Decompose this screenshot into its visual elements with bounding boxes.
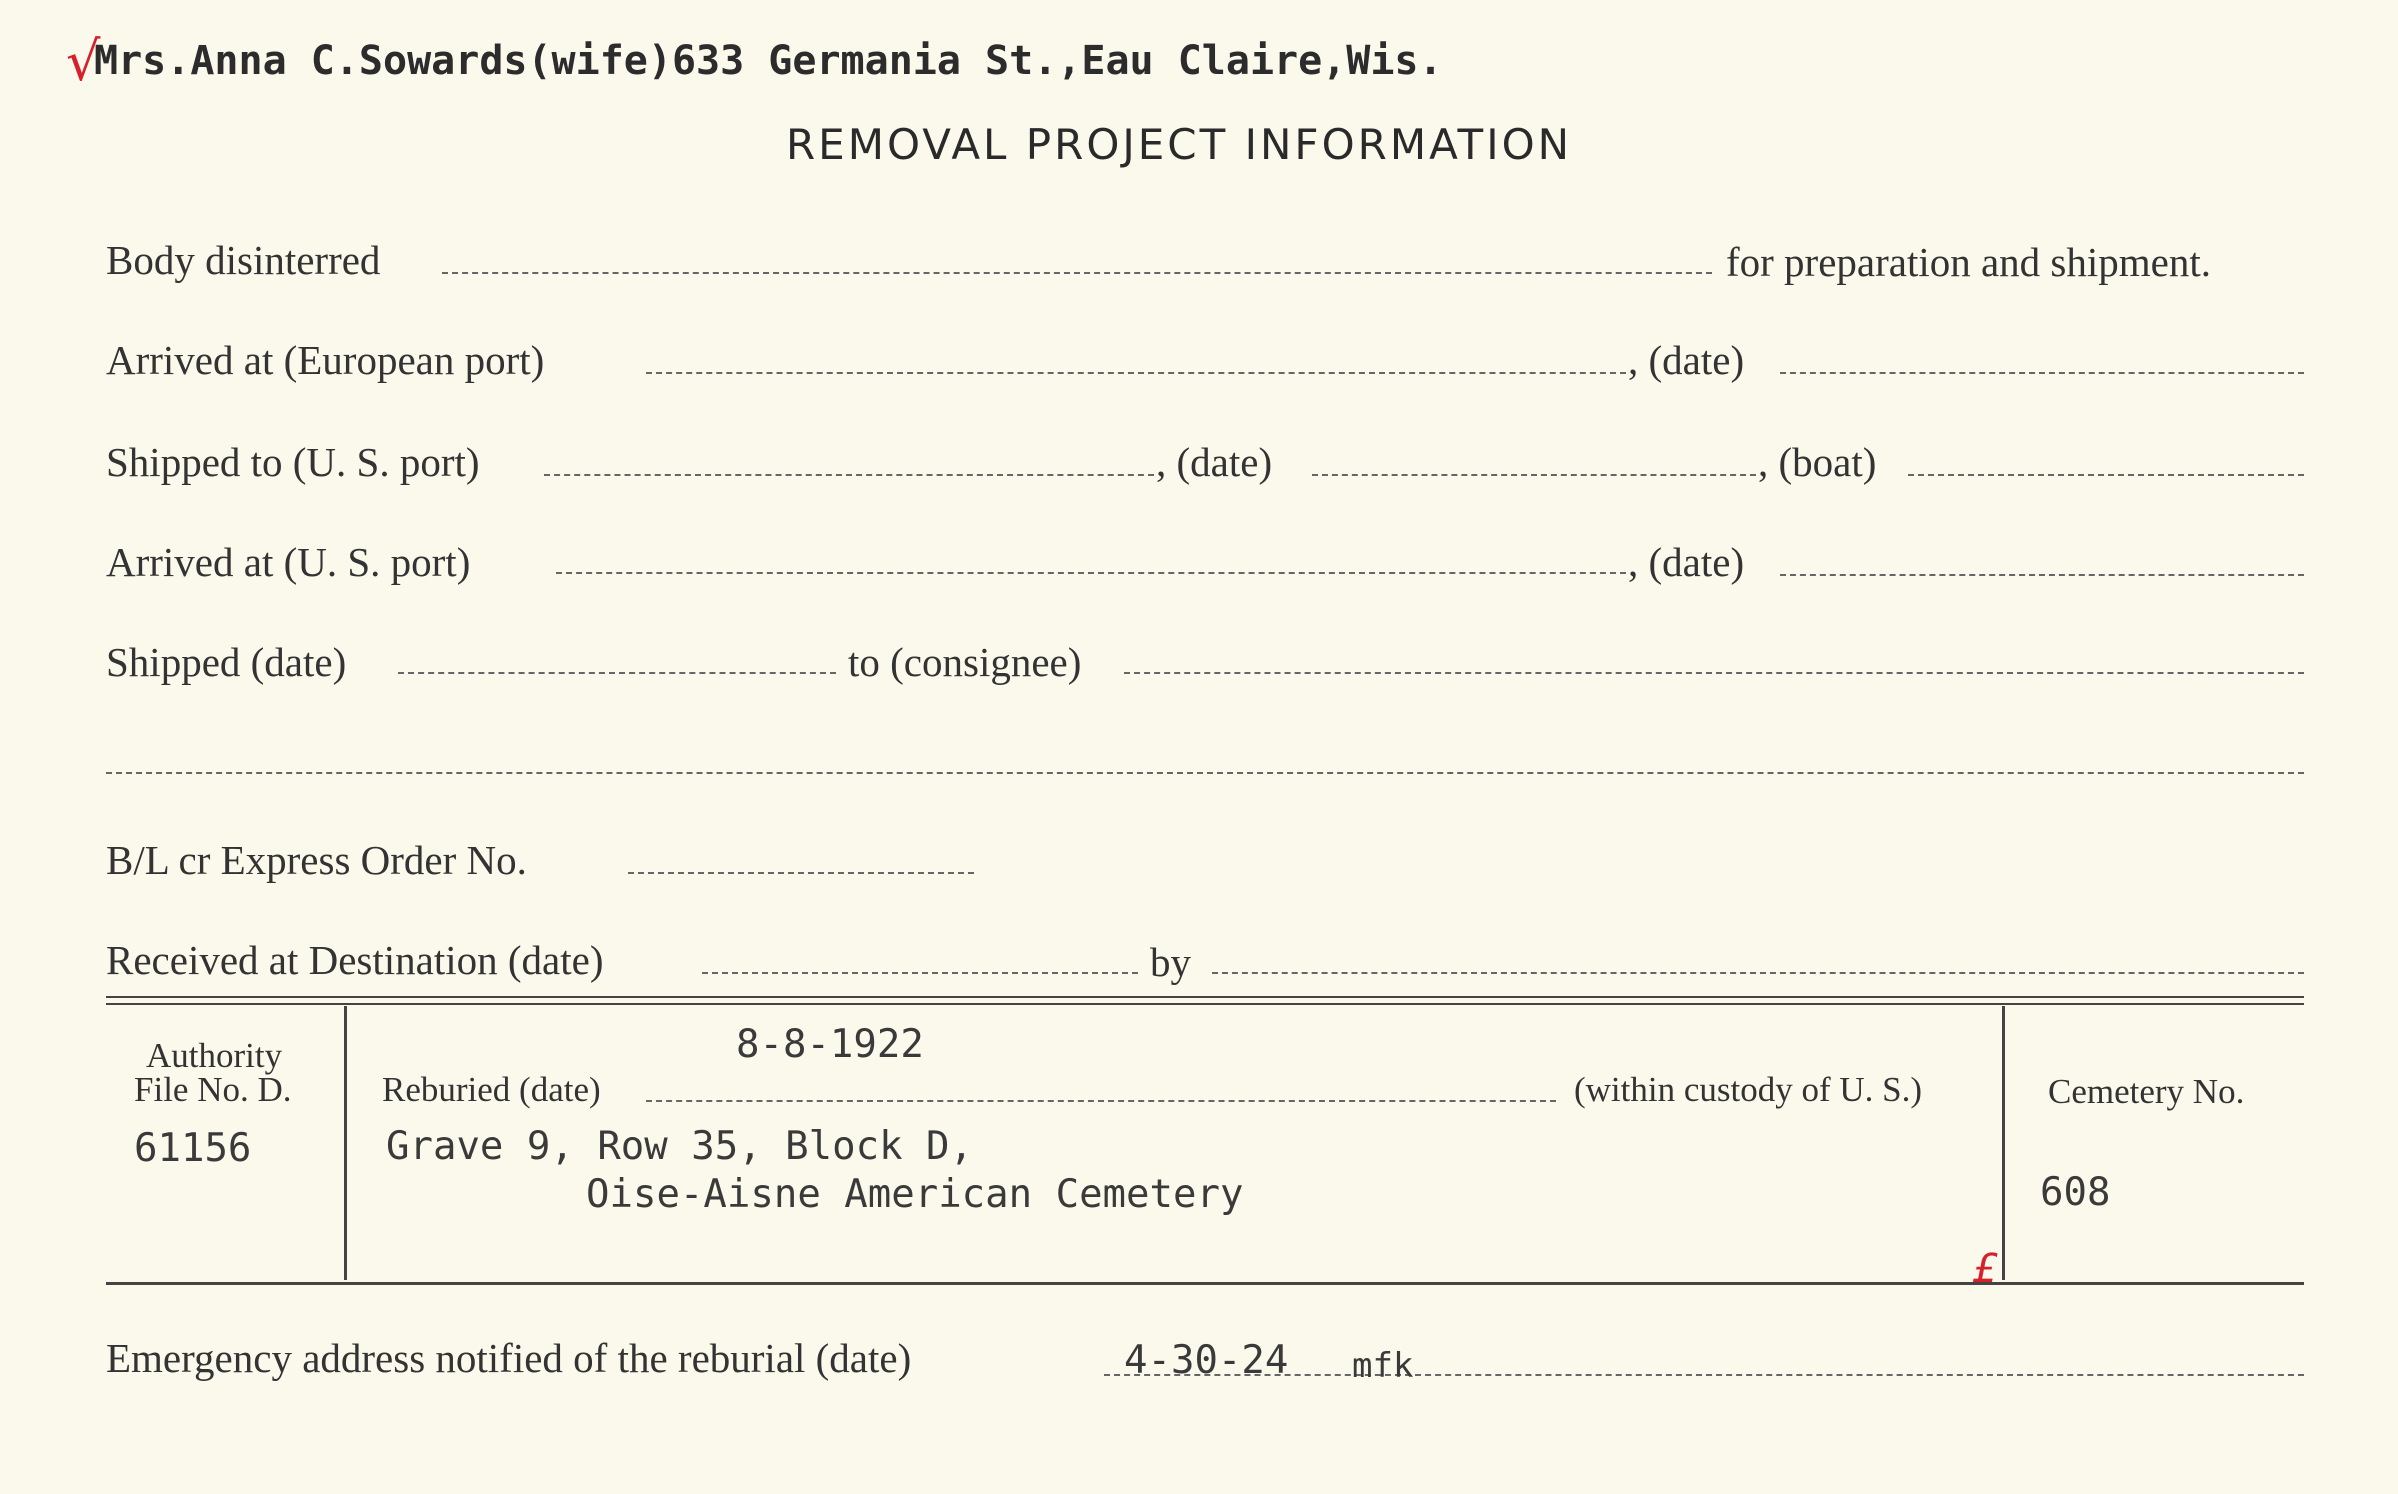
address-line: Mrs.Anna C.Sowards(wife)633 Germania St.,Eau Claire,Wis. [94, 38, 1443, 84]
consignee-label: to (consignee) [848, 639, 1082, 685]
emergency-date: 4-30-24 [1124, 1338, 1289, 1383]
arrived-european-date-label: , (date) [1628, 337, 1745, 383]
arrived-european-line [646, 372, 1626, 374]
grave-line-1: Grave 9, Row 35, Block D, [386, 1124, 973, 1169]
received-destination-label: Received at Destination (date) [106, 937, 604, 983]
shipped-to-us-line [544, 474, 1154, 476]
arrived-us-date-label: , (date) [1628, 539, 1745, 585]
reburied-date-value: 8-8-1922 [736, 1022, 924, 1067]
body-disinterred-label: Body disinterred [106, 237, 381, 283]
box-divider-left [344, 1006, 347, 1280]
custody-label: (within custody of U. S.) [1574, 1070, 1923, 1109]
boat-label: , (boat) [1758, 439, 1877, 485]
box-divider-right [2002, 1006, 2005, 1280]
shipped-date-row-line [398, 672, 836, 674]
arrived-european-date-line [1780, 372, 2304, 374]
blank-line [106, 772, 2304, 774]
boat-line [1908, 474, 2304, 476]
bl-order-line [628, 872, 974, 874]
shipped-date-line [1312, 474, 1756, 476]
box-top-rule-1 [106, 996, 2304, 998]
authority-label: Authority [146, 1036, 283, 1075]
file-no-label: File No. D. [134, 1070, 292, 1109]
body-disinterred-line [442, 272, 1712, 274]
authority-file-number: 61156 [134, 1126, 252, 1171]
arrived-us-label: Arrived at (U. S. port) [106, 539, 471, 585]
shipped-to-us-label: Shipped to (U. S. port) [106, 439, 480, 485]
by-line [1212, 972, 2304, 974]
consignee-line [1124, 672, 2304, 674]
check-mark: √ [66, 30, 101, 93]
cemetery-number: 608 [2040, 1170, 2111, 1215]
grave-line-2: Oise-Aisne American Cemetery [586, 1172, 1244, 1217]
arrived-us-date-line [1780, 574, 2304, 576]
card-title: REMOVAL PROJECT INFORMATION [786, 120, 1573, 169]
received-destination-line [702, 972, 1138, 974]
arrived-us-line [556, 572, 1626, 574]
by-label: by [1150, 939, 1191, 985]
arrived-european-label: Arrived at (European port) [106, 337, 545, 383]
emergency-label: Emergency address notified of the reburial (date) [106, 1335, 912, 1381]
bl-order-label: B/L cr Express Order No. [106, 837, 527, 883]
for-preparation-label: for preparation and shipment. [1726, 239, 2212, 285]
emergency-initials: mfk [1352, 1346, 1414, 1386]
reburied-line [646, 1100, 1556, 1102]
cemetery-label: Cemetery No. [2048, 1072, 2245, 1111]
shipped-date-label: , (date) [1156, 439, 1273, 485]
red-initial-mark: £ [1972, 1246, 1998, 1292]
shipped-date-row-label: Shipped (date) [106, 639, 347, 685]
box-top-rule-2 [106, 1003, 2304, 1005]
reburied-label: Reburied (date) [382, 1070, 601, 1109]
